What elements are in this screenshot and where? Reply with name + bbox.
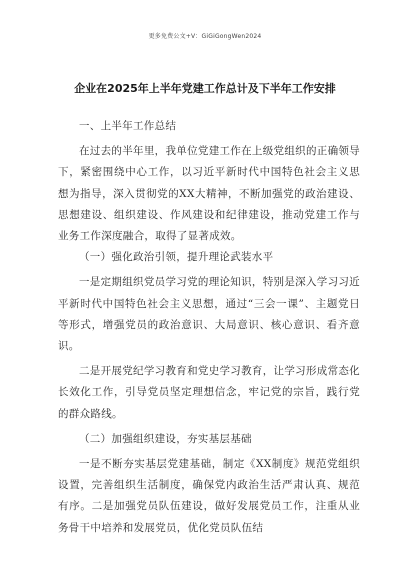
paragraph-theory-study: 一是定期组织党员学习党的理论知识，特别是深入学习习近平新时代中国特色社会主义思想，通过“三会一课”、主题党日等形式，增强党员的政治意识、大局意识、核心意识、看齐意识。	[58, 276, 360, 353]
paragraph-intro: 在过去的半年里，我单位党建工作在上级党组织的正确领导下，紧密围绕中心工作，以习近平新时代中国特色社会主义思想为指导，深入贯彻党的XX大精神，不断加强党的政治建设、思想建设、组织建设、作风建设和纪律建设，推动党建工作与业务工作深度融合，取得了显著成效。	[58, 145, 360, 243]
paragraph-organization: 一是不断夯实基层党建基础，制定《XX制度》规范党组织设置，完善组织生活制度，确保党内政治生活严肃认真、规范有序。二是加强党员队伍建设，做好发展党员工作，注重从业务骨干中培养和发展党员，优化党员队伍结	[58, 458, 360, 534]
watermark-text: 更多免费公文+V：GiGiGongWen2024	[148, 33, 262, 40]
subsection-heading-1: （一）强化政治引领，提升理论武装水平	[79, 251, 274, 264]
document-body	[58, 116, 360, 539]
section-heading-1: 一、上半年工作总结	[79, 120, 177, 132]
subsection-heading-2: （二）加强组织建设，夯实基层基础	[79, 432, 252, 445]
document-title: 企业在2025年上半年党建工作总计及下半年工作安排	[74, 82, 336, 95]
paragraph-party-history: 二是开展党纪学习教育和党史学习教育，让学习形成常态化长效化工作，引导党员坚定理想信念，牢记党的宗旨，践行党的群众路线。	[58, 365, 360, 420]
